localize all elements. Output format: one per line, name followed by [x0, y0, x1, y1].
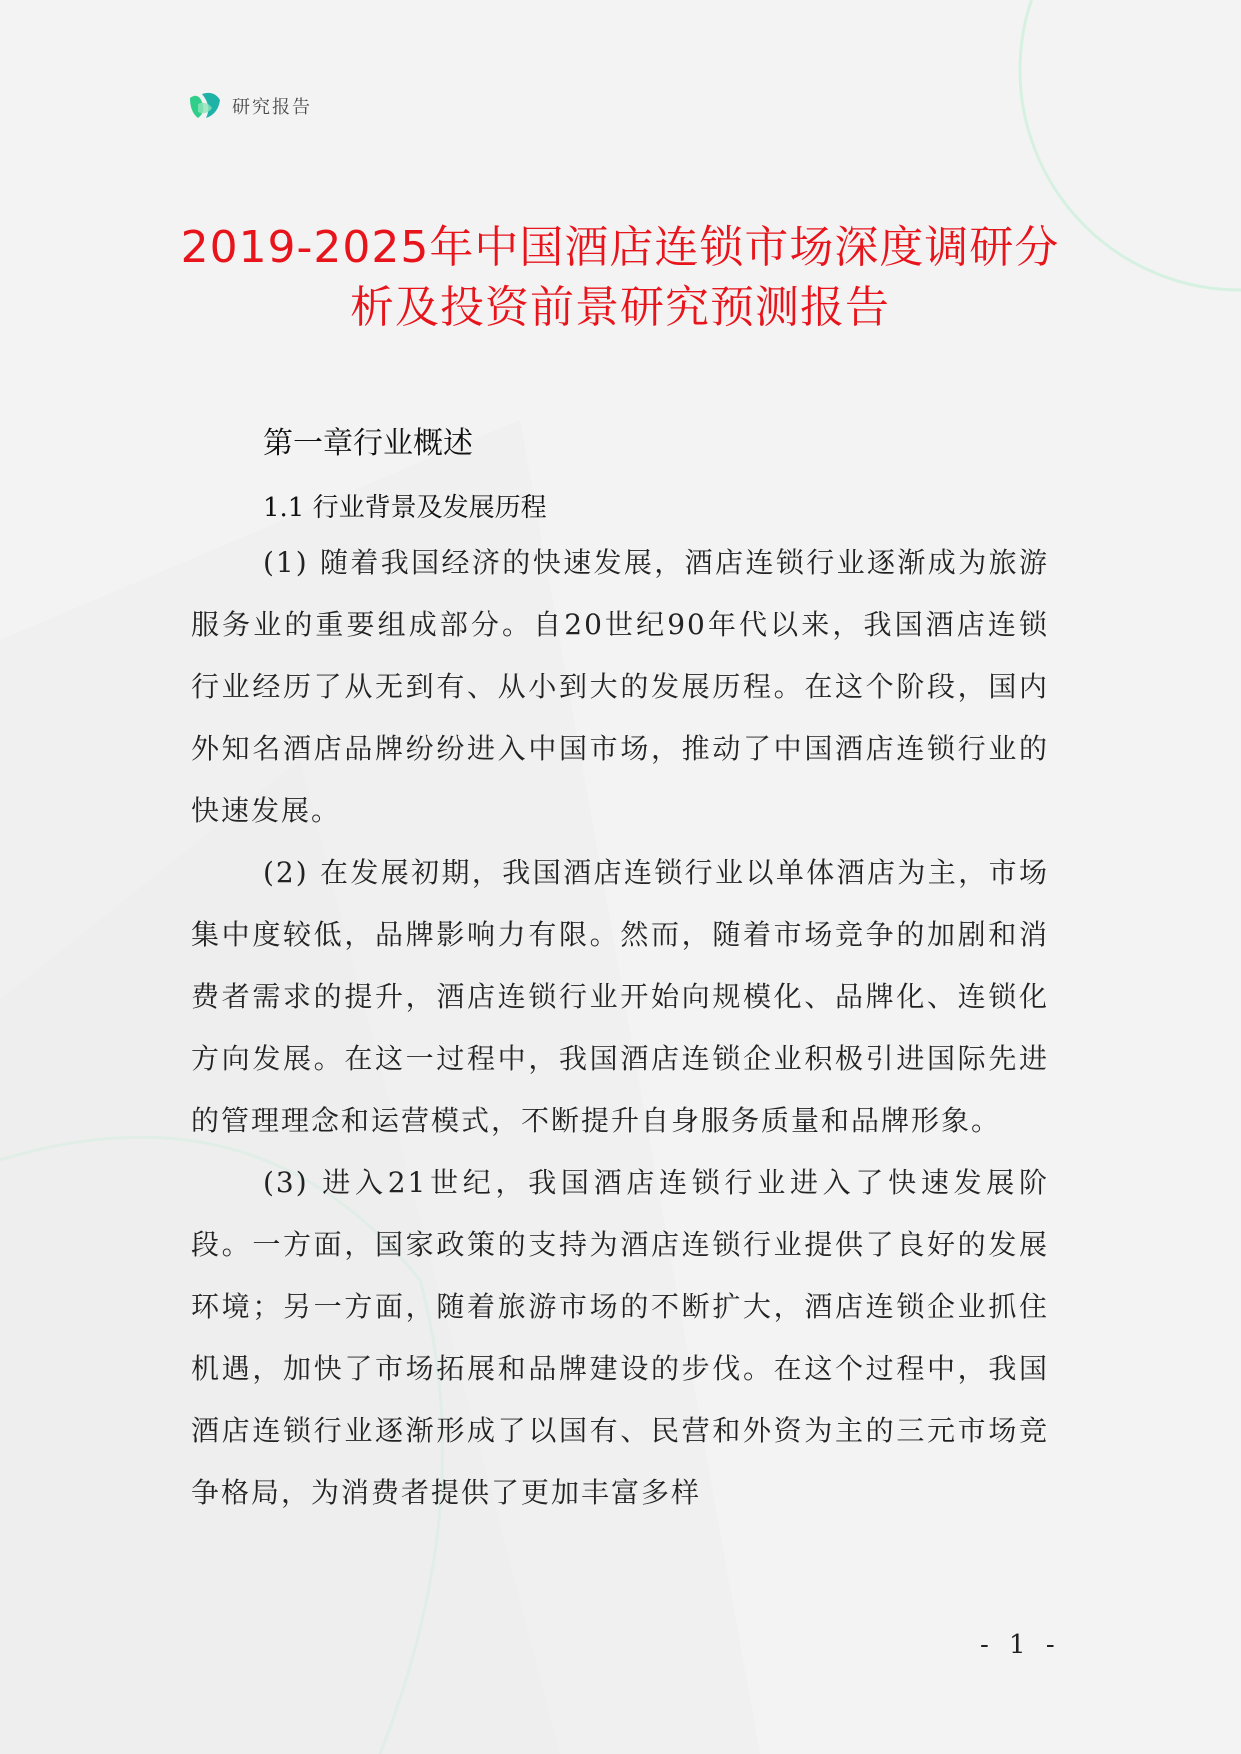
paragraph: (1) 随着我国经济的快速发展，酒店连锁行业逐渐成为旅游服务业的重要组成部分。自20世纪90年代以来，我国酒店连锁行业经历了从无到有、从小到大的发展历程。在这个阶段，国内外知名酒店品牌纷纷进入中国市场，推动了中国酒店连锁行业的快速发展。 — [191, 546, 1049, 827]
page-number: - 1 - — [980, 1630, 1061, 1660]
paragraph: (2) 在发展初期，我国酒店连锁行业以单体酒店为主，市场集中度较低，品牌影响力有限。然而，随着市场竞争的加剧和消费者需求的提升，酒店连锁行业开始向规模化、品牌化、连锁化方向发展。在这一过程中，我国酒店连锁企业积极引进国际先进的管理理念和运营模式，不断提升自身服务质量和品牌形象。 — [191, 856, 1049, 1137]
title-line-2: 析及投资前景研究预测报告 — [350, 282, 890, 333]
header-label: 研究报告 — [232, 97, 312, 118]
report-header — [188, 90, 312, 122]
paragraph: (3) 进入21世纪，我国酒店连锁行业进入了快速发展阶段。一方面，国家政策的支持为酒店连锁行业提供了良好的发展环境；另一方面，随着旅游市场的不断扩大，酒店连锁企业抓住机遇，加快了市场拓展和品牌建设的步伐。在这个过程中，我国酒店连锁行业逐渐形成了以国有、民营和外资为主的三元市场竞争格局，为消费者提供了更加丰富多样 — [191, 1166, 1049, 1509]
brand-logo-icon — [188, 90, 224, 122]
chapter-heading: 第一章行业概述 — [263, 426, 473, 461]
title-line-1: 2019-2025年中国酒店连锁市场深度调研分 — [180, 222, 1060, 273]
report-title — [150, 218, 1090, 338]
document-body — [191, 420, 1049, 1524]
section-heading: 1.1 行业背景及发展历程 — [263, 493, 547, 523]
